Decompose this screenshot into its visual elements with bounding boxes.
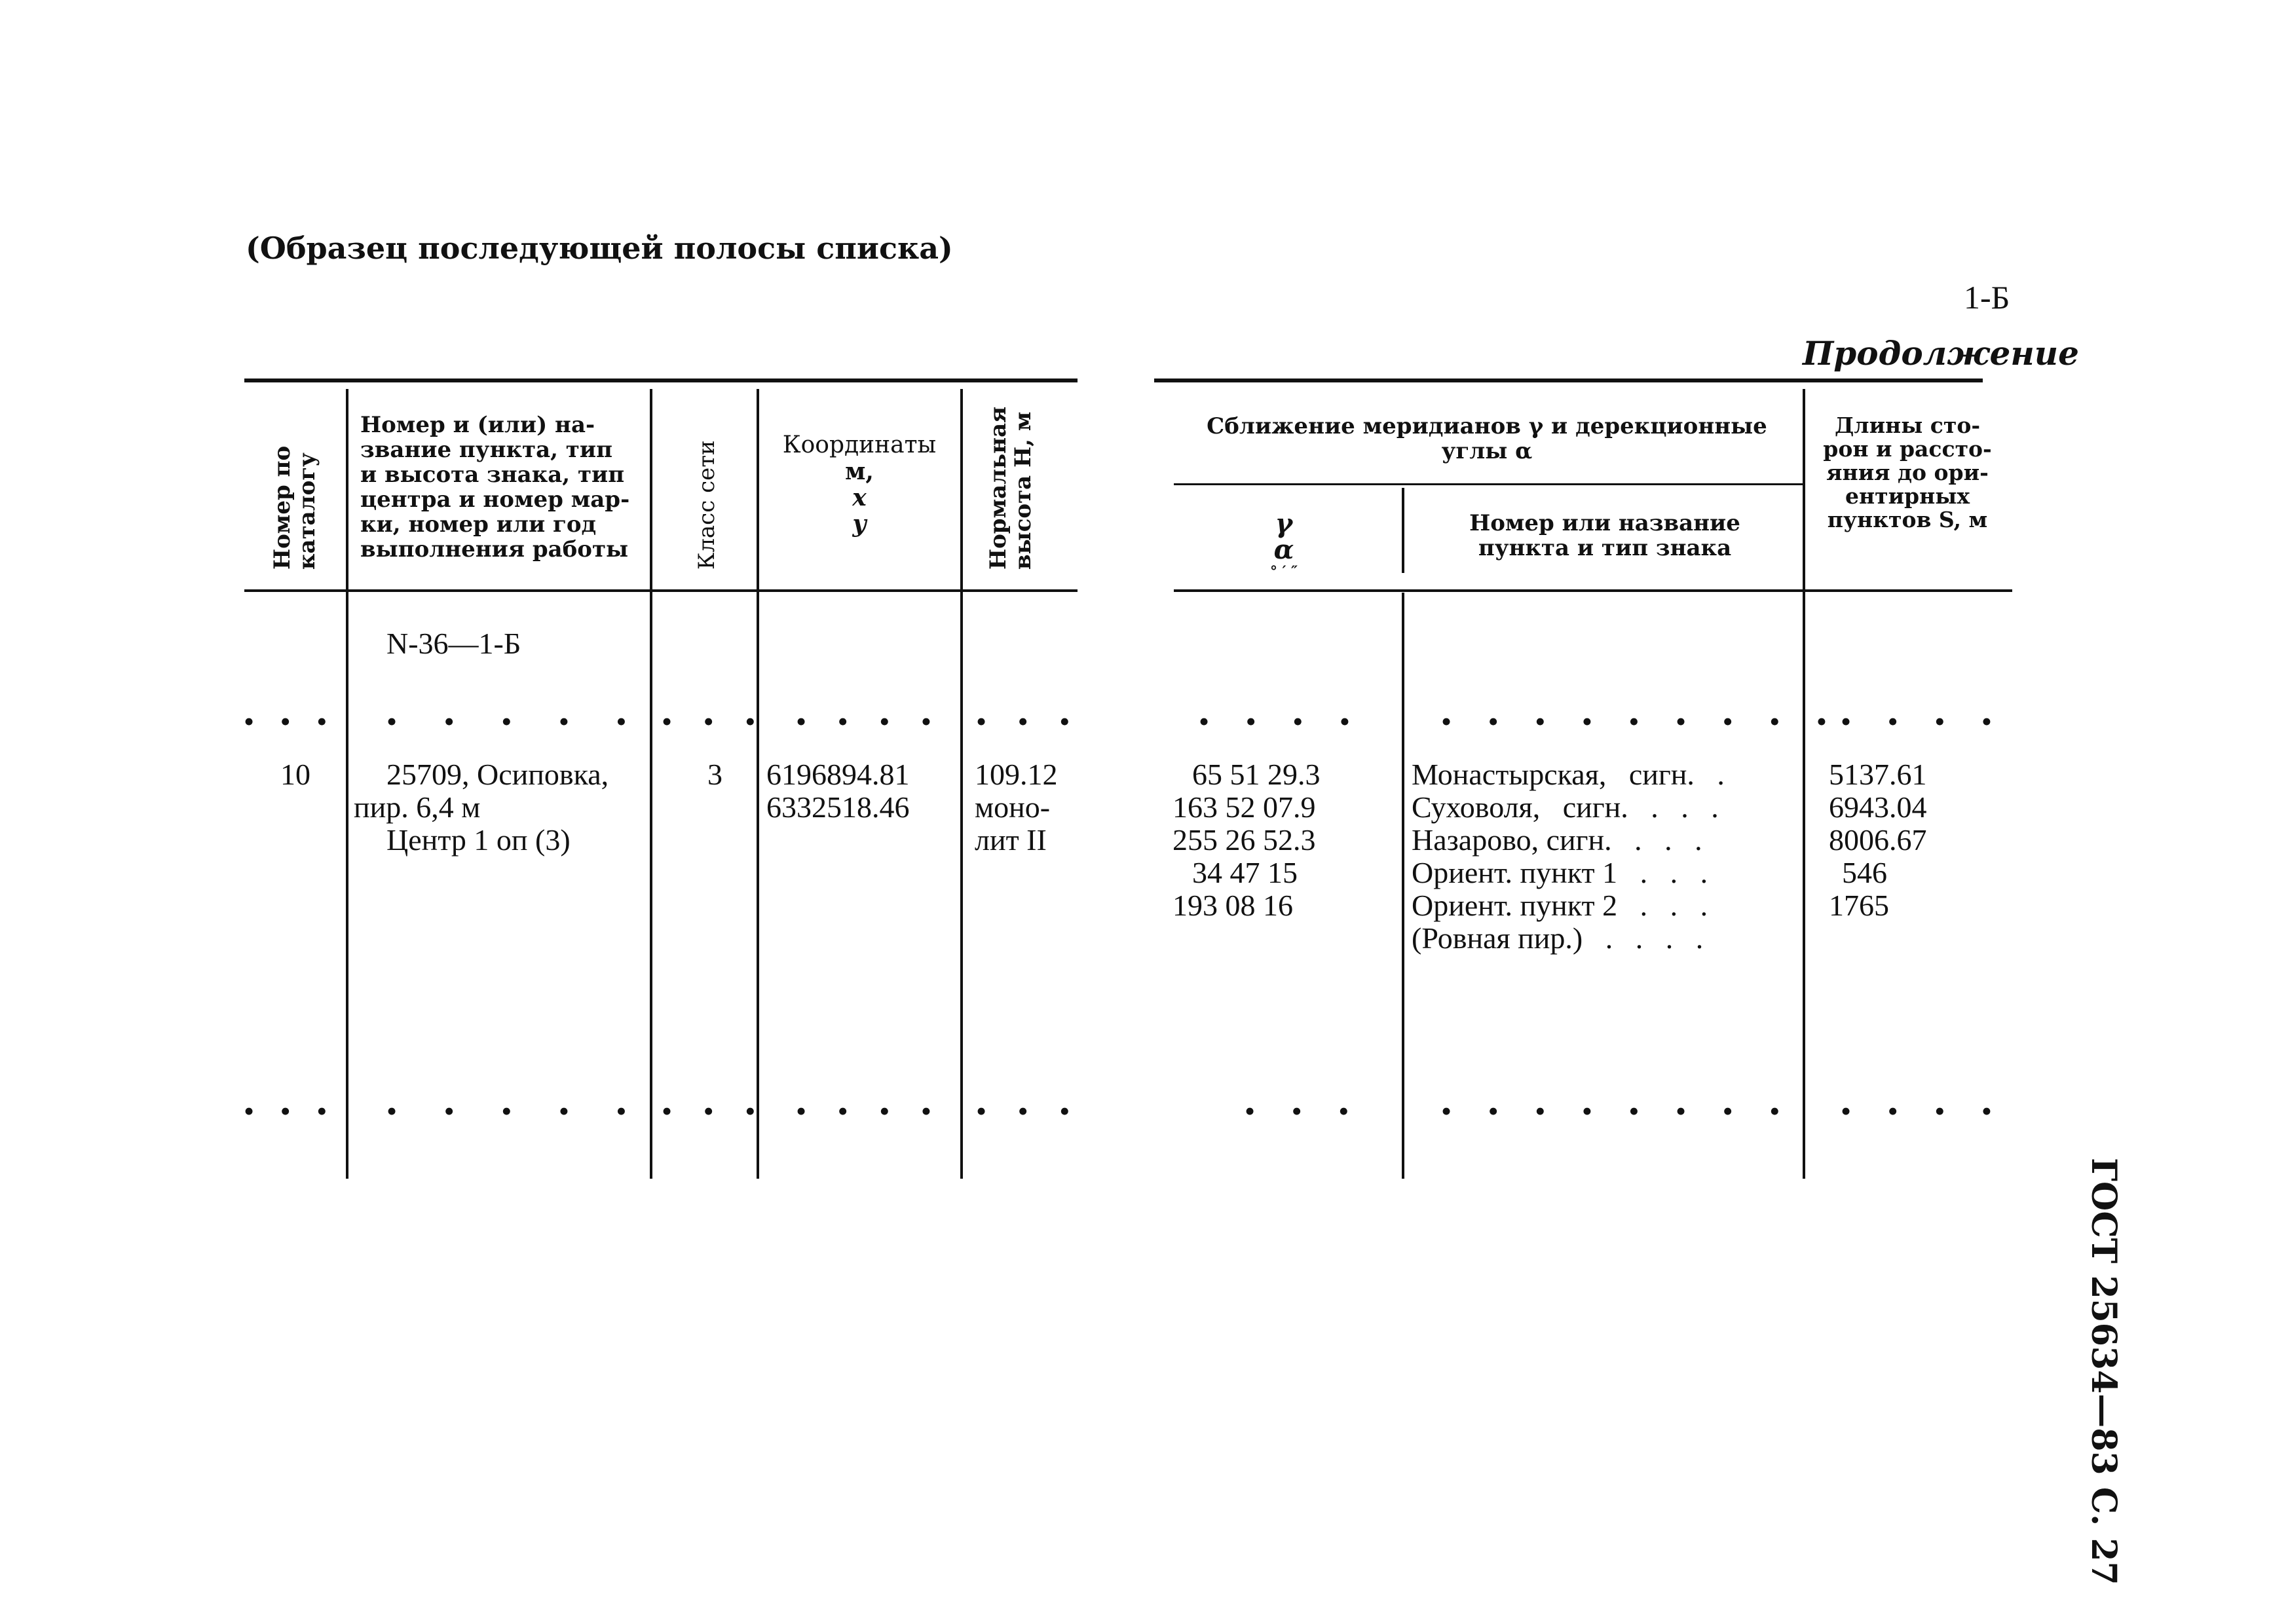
point-cell: 25709, Осиповка, пир. 6,4 м Центр 1 оп (3) <box>354 758 609 857</box>
length-row: 1765 <box>1829 889 1889 922</box>
catalog-no-cell: 10 <box>280 758 310 791</box>
points-column <box>1412 758 1805 955</box>
header-point-name: Номер и (или) на- звание пункта, тип и высота знака, тип центра и номер мар- ки, номер или год выполнения работы <box>360 412 630 563</box>
length-row: 5137.61 <box>1829 758 1927 791</box>
gost-stamp: ГОСТ 25634—83 С. 27 <box>2084 1158 2124 1585</box>
header-normal-height: Нормальная высота H, м <box>985 406 1036 570</box>
right-end-dots-c2: • • • • • • • • <box>1441 1094 1795 1128</box>
dots-row-c2: • • • • • <box>386 705 647 738</box>
angle-row: 65 51 29.3 <box>1192 758 1321 791</box>
end-dots-c3: • • • <box>662 1094 768 1128</box>
sheet-label: N-36—1-Б <box>386 627 521 660</box>
angles-column <box>1172 758 1369 922</box>
point-row: (Ровная пир.) . . . . <box>1412 921 1704 955</box>
angle-row: 193 08 16 <box>1172 889 1293 922</box>
dots-row-c5: • • • <box>976 705 1082 738</box>
point-row: Ориент. пункт 1 . . . <box>1412 856 1708 889</box>
right-end-dots-c1: • • • <box>1245 1094 1364 1128</box>
page-heading: (Образец последующей полосы списка) <box>246 231 953 266</box>
right-dots-c3: • • • • <box>1841 705 2006 738</box>
dots-row-c4: • • • • <box>796 705 943 738</box>
end-dots-c2: • • • • • <box>386 1094 647 1128</box>
lengths-column <box>1829 758 1999 922</box>
header-coordinates: Координаты м, x y <box>782 432 937 538</box>
right-dots-c1: • • • • <box>1199 705 1364 738</box>
header-angles: γ α ° ′ ″ <box>1270 508 1298 580</box>
header-network-class: Класс сети <box>694 440 720 570</box>
height-cell: 109.12 моно- лит II <box>975 758 1058 857</box>
dots-row-c1: • • • <box>244 705 337 738</box>
point-row: Назарово, сигн. . . . <box>1412 823 1702 857</box>
header-catalog-no: Номер по каталогу <box>269 445 320 570</box>
coordinates-cell: 6196894.81 6332518.46 <box>766 758 910 824</box>
angle-row: 255 26 52.3 <box>1172 823 1316 857</box>
header-point-type: Номер или название пункта и тип знака <box>1469 510 1740 561</box>
point-row: Ориент. пункт 2 . . . <box>1412 889 1708 922</box>
sheet-code: 1-Б <box>1964 279 2010 316</box>
right-end-dots-c3: • • • • <box>1841 1094 2006 1128</box>
end-dots-c4: • • • • <box>796 1094 943 1128</box>
length-row: 8006.67 <box>1829 823 1927 857</box>
angle-row: 163 52 07.9 <box>1172 790 1316 824</box>
point-row: Суховоля, сигн. . . . <box>1412 790 1719 824</box>
length-row: 6943.04 <box>1829 790 1927 824</box>
header-lengths: Длины сто- рон и рассто- яния до ори- ентирных пунктов S, м <box>1823 413 1992 532</box>
network-class-cell: 3 <box>707 758 722 791</box>
continuation-label: Продолжение <box>1803 334 2079 373</box>
angle-row: 34 47 15 <box>1192 856 1298 889</box>
dots-row-c3: • • • <box>662 705 768 738</box>
right-dots-c2: • • • • • • • • • <box>1441 705 1841 738</box>
end-dots-c5: • • • <box>976 1094 1082 1128</box>
header-meridian-convergence: Сближение меридианов γ и дерекционные углы α <box>1207 413 1767 464</box>
end-dots-c1: • • • <box>244 1094 337 1128</box>
length-row: 546 <box>1842 856 1887 889</box>
point-row: Монастырская, сигн. . <box>1412 758 1725 791</box>
